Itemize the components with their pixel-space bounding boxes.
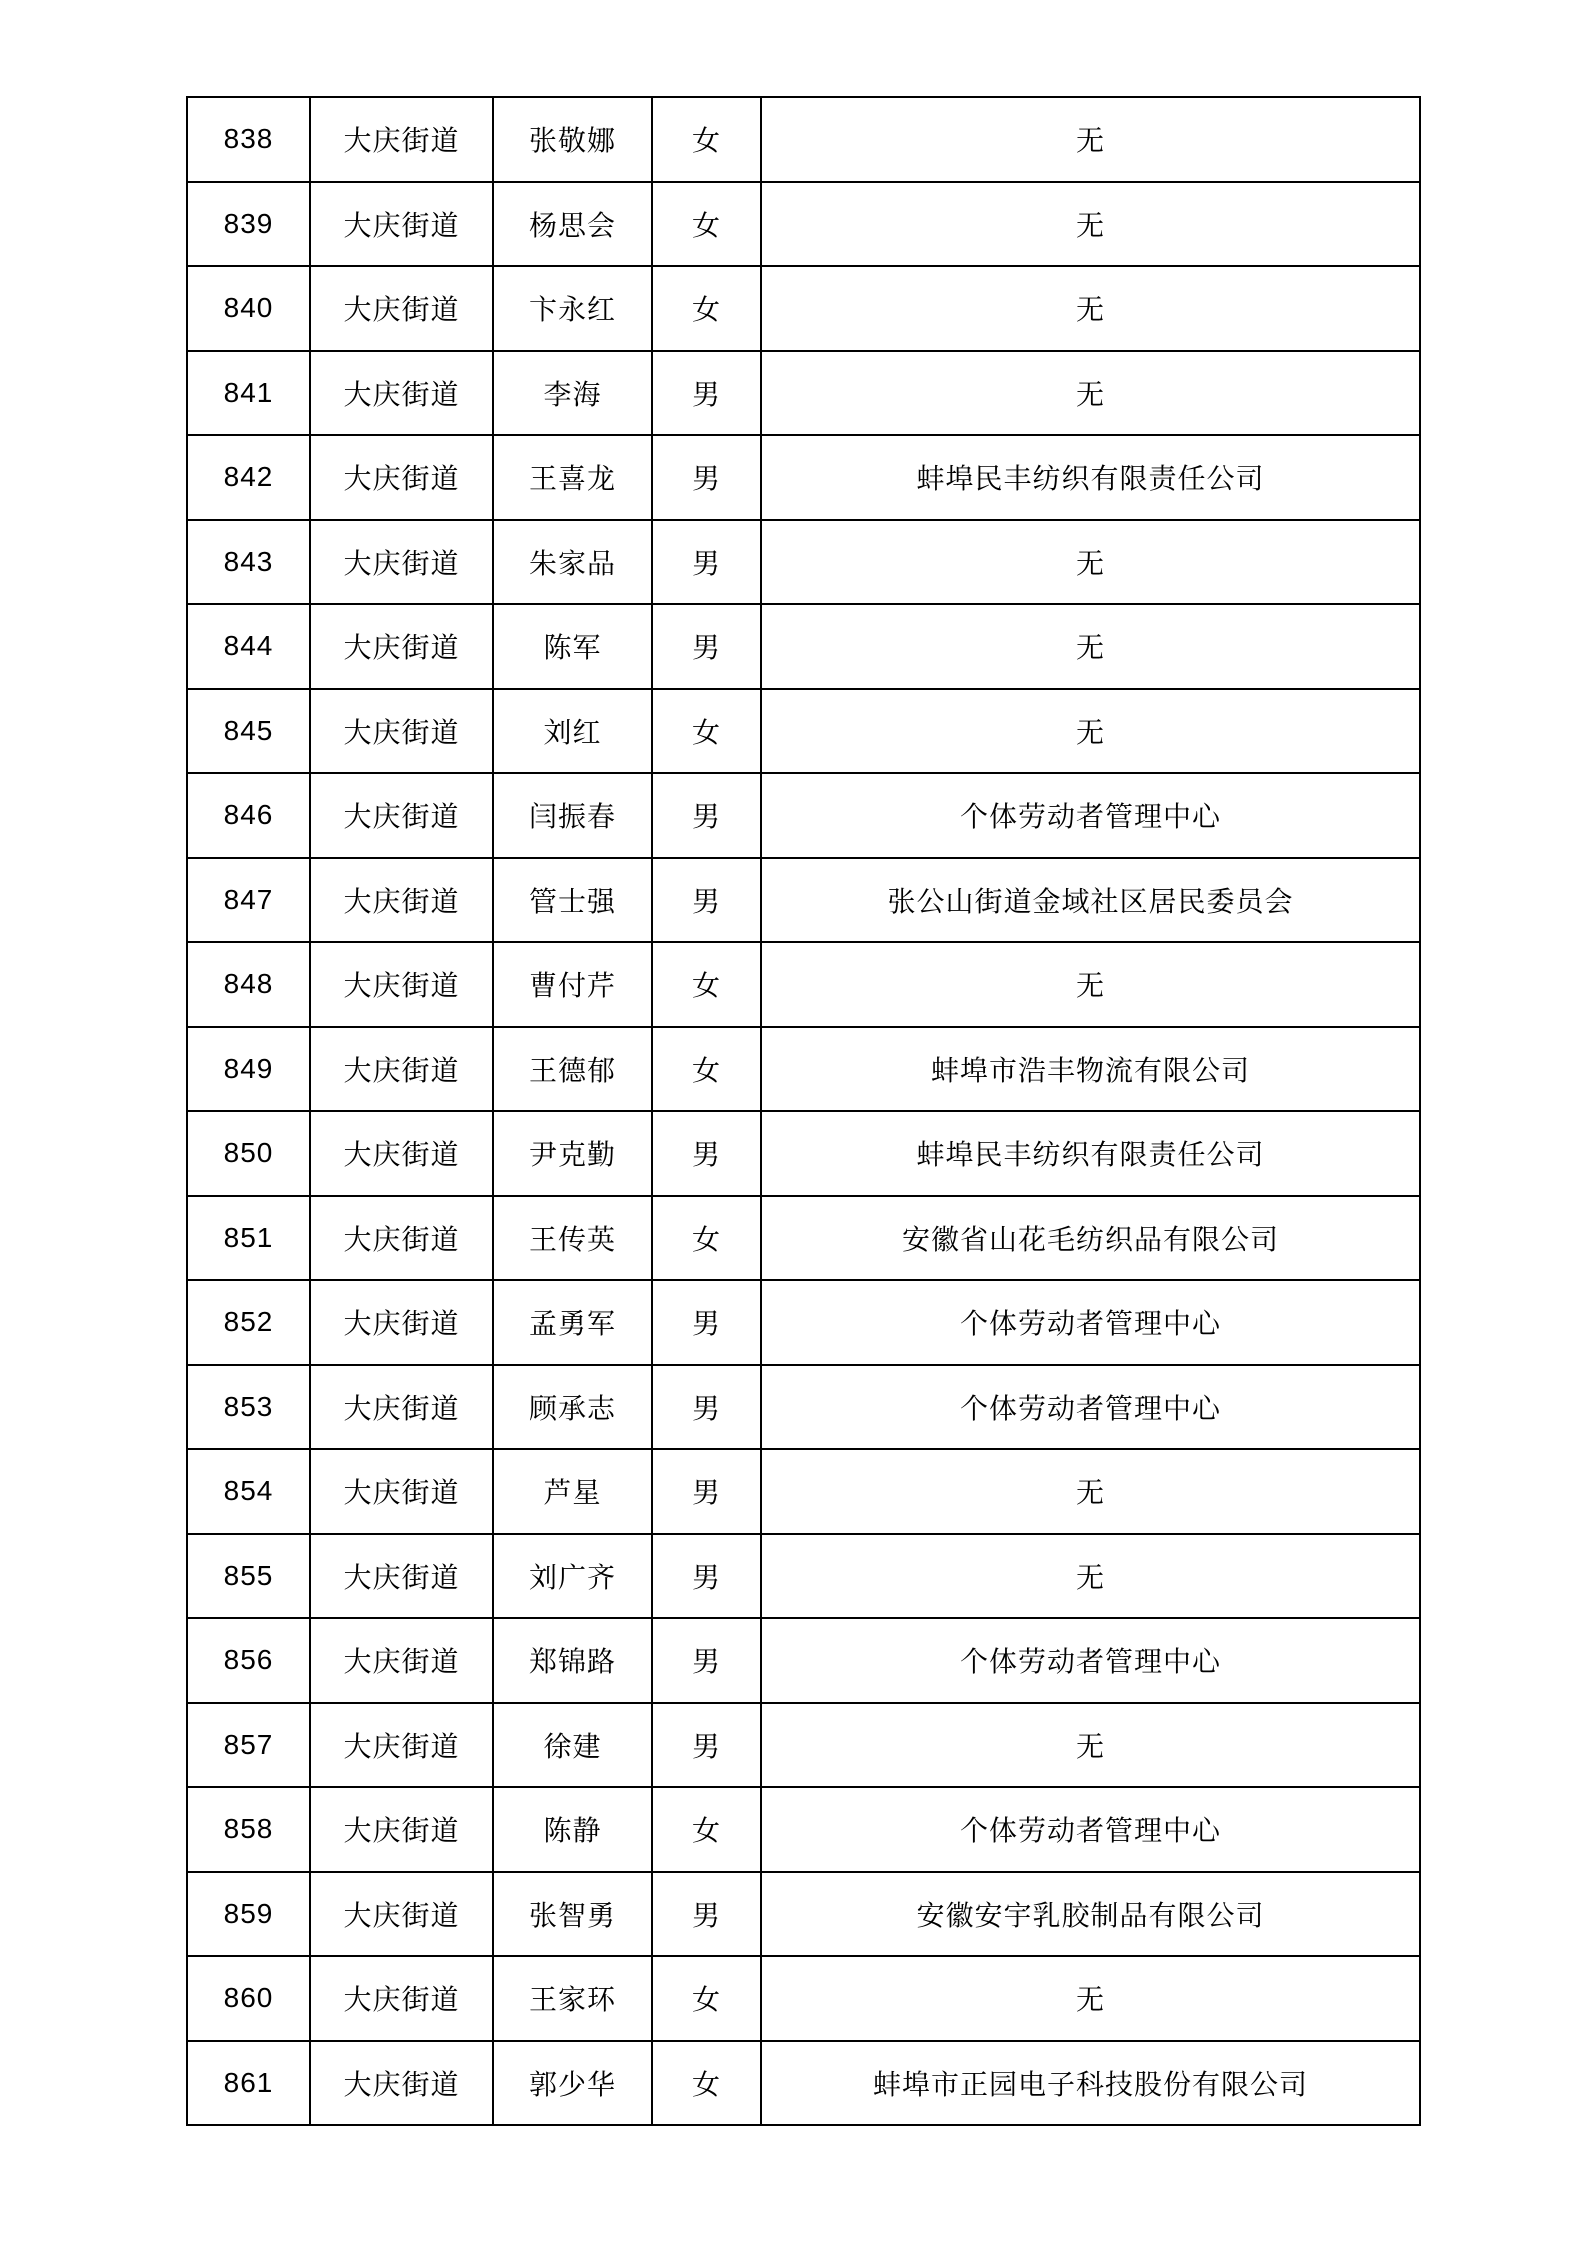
cell-employer: 蚌埠市浩丰物流有限公司 xyxy=(761,1027,1420,1112)
table-row xyxy=(187,773,1420,858)
cell-row-number: 841 xyxy=(187,351,310,436)
cell-gender: 男 xyxy=(652,1280,761,1365)
cell-gender: 女 xyxy=(652,266,761,351)
cell-gender: 男 xyxy=(652,520,761,605)
cell-row-number: 860 xyxy=(187,1956,310,2041)
cell-person-name: 闫振春 xyxy=(493,773,652,858)
cell-street: 大庆街道 xyxy=(310,351,493,436)
cell-gender: 女 xyxy=(652,1956,761,2041)
table-row xyxy=(187,942,1420,1027)
cell-employer: 蚌埠民丰纺织有限责任公司 xyxy=(761,435,1420,520)
cell-employer: 张公山街道金域社区居民委员会 xyxy=(761,858,1420,943)
cell-row-number: 838 xyxy=(187,97,310,182)
cell-person-name: 王德郁 xyxy=(493,1027,652,1112)
table-row xyxy=(187,1956,1420,2041)
table-row xyxy=(187,689,1420,774)
cell-employer: 无 xyxy=(761,97,1420,182)
cell-row-number: 861 xyxy=(187,2041,310,2126)
table-row xyxy=(187,1449,1420,1534)
cell-employer: 个体劳动者管理中心 xyxy=(761,1618,1420,1703)
cell-street: 大庆街道 xyxy=(310,2041,493,2126)
cell-row-number: 843 xyxy=(187,520,310,605)
cell-row-number: 839 xyxy=(187,182,310,267)
cell-gender: 男 xyxy=(652,1872,761,1957)
table-row xyxy=(187,1787,1420,1872)
cell-gender: 女 xyxy=(652,942,761,1027)
cell-person-name: 王喜龙 xyxy=(493,435,652,520)
table-row xyxy=(187,1703,1420,1788)
table-row xyxy=(187,1534,1420,1619)
cell-row-number: 849 xyxy=(187,1027,310,1112)
cell-row-number: 850 xyxy=(187,1111,310,1196)
cell-row-number: 858 xyxy=(187,1787,310,1872)
cell-street: 大庆街道 xyxy=(310,1365,493,1450)
cell-employer: 无 xyxy=(761,351,1420,436)
cell-row-number: 857 xyxy=(187,1703,310,1788)
cell-street: 大庆街道 xyxy=(310,1280,493,1365)
cell-street: 大庆街道 xyxy=(310,604,493,689)
table-row xyxy=(187,1618,1420,1703)
cell-person-name: 杨思会 xyxy=(493,182,652,267)
cell-street: 大庆街道 xyxy=(310,1872,493,1957)
cell-person-name: 陈静 xyxy=(493,1787,652,1872)
table-row xyxy=(187,604,1420,689)
cell-row-number: 852 xyxy=(187,1280,310,1365)
cell-gender: 女 xyxy=(652,1196,761,1281)
cell-employer: 个体劳动者管理中心 xyxy=(761,1787,1420,1872)
cell-gender: 男 xyxy=(652,1618,761,1703)
cell-street: 大庆街道 xyxy=(310,858,493,943)
table-row xyxy=(187,97,1420,182)
cell-row-number: 853 xyxy=(187,1365,310,1450)
cell-gender: 男 xyxy=(652,435,761,520)
cell-gender: 男 xyxy=(652,1365,761,1450)
cell-gender: 女 xyxy=(652,182,761,267)
cell-person-name: 孟勇军 xyxy=(493,1280,652,1365)
cell-gender: 男 xyxy=(652,1703,761,1788)
cell-row-number: 859 xyxy=(187,1872,310,1957)
cell-street: 大庆街道 xyxy=(310,773,493,858)
cell-row-number: 848 xyxy=(187,942,310,1027)
cell-street: 大庆街道 xyxy=(310,1703,493,1788)
cell-person-name: 卞永红 xyxy=(493,266,652,351)
cell-employer: 个体劳动者管理中心 xyxy=(761,773,1420,858)
cell-employer: 蚌埠市正园电子科技股份有限公司 xyxy=(761,2041,1420,2126)
cell-row-number: 855 xyxy=(187,1534,310,1619)
cell-row-number: 851 xyxy=(187,1196,310,1281)
table-row xyxy=(187,1196,1420,1281)
roster-table xyxy=(186,96,1421,2126)
cell-row-number: 840 xyxy=(187,266,310,351)
table-row xyxy=(187,1365,1420,1450)
cell-gender: 女 xyxy=(652,2041,761,2126)
cell-employer: 无 xyxy=(761,182,1420,267)
cell-gender: 男 xyxy=(652,858,761,943)
cell-gender: 女 xyxy=(652,689,761,774)
cell-street: 大庆街道 xyxy=(310,266,493,351)
table-row xyxy=(187,1027,1420,1112)
cell-person-name: 芦星 xyxy=(493,1449,652,1534)
cell-employer: 个体劳动者管理中心 xyxy=(761,1365,1420,1450)
cell-gender: 男 xyxy=(652,1534,761,1619)
cell-person-name: 郭少华 xyxy=(493,2041,652,2126)
table-row xyxy=(187,1111,1420,1196)
cell-employer: 安徽省山花毛纺织品有限公司 xyxy=(761,1196,1420,1281)
cell-street: 大庆街道 xyxy=(310,435,493,520)
cell-gender: 女 xyxy=(652,97,761,182)
cell-employer: 无 xyxy=(761,1703,1420,1788)
cell-employer: 无 xyxy=(761,520,1420,605)
cell-person-name: 陈军 xyxy=(493,604,652,689)
cell-gender: 女 xyxy=(652,1787,761,1872)
cell-street: 大庆街道 xyxy=(310,1196,493,1281)
table-row xyxy=(187,1872,1420,1957)
cell-person-name: 郑锦路 xyxy=(493,1618,652,1703)
cell-row-number: 844 xyxy=(187,604,310,689)
cell-row-number: 847 xyxy=(187,858,310,943)
cell-street: 大庆街道 xyxy=(310,942,493,1027)
table-row xyxy=(187,520,1420,605)
cell-person-name: 王家环 xyxy=(493,1956,652,2041)
cell-person-name: 张智勇 xyxy=(493,1872,652,1957)
cell-street: 大庆街道 xyxy=(310,1618,493,1703)
cell-gender: 男 xyxy=(652,351,761,436)
table-row xyxy=(187,266,1420,351)
table-row xyxy=(187,351,1420,436)
cell-street: 大庆街道 xyxy=(310,1111,493,1196)
cell-street: 大庆街道 xyxy=(310,1449,493,1534)
cell-person-name: 王传英 xyxy=(493,1196,652,1281)
table-row xyxy=(187,435,1420,520)
cell-employer: 无 xyxy=(761,689,1420,774)
cell-row-number: 846 xyxy=(187,773,310,858)
cell-employer: 无 xyxy=(761,604,1420,689)
cell-person-name: 张敬娜 xyxy=(493,97,652,182)
table-row xyxy=(187,1280,1420,1365)
cell-street: 大庆街道 xyxy=(310,1787,493,1872)
cell-street: 大庆街道 xyxy=(310,182,493,267)
cell-person-name: 曹付芹 xyxy=(493,942,652,1027)
cell-street: 大庆街道 xyxy=(310,1534,493,1619)
cell-gender: 男 xyxy=(652,1449,761,1534)
cell-employer: 无 xyxy=(761,942,1420,1027)
cell-employer: 无 xyxy=(761,1449,1420,1534)
cell-person-name: 刘红 xyxy=(493,689,652,774)
cell-employer: 安徽安宇乳胶制品有限公司 xyxy=(761,1872,1420,1957)
cell-employer: 个体劳动者管理中心 xyxy=(761,1280,1420,1365)
cell-gender: 男 xyxy=(652,604,761,689)
cell-gender: 女 xyxy=(652,1027,761,1112)
cell-row-number: 854 xyxy=(187,1449,310,1534)
cell-person-name: 徐建 xyxy=(493,1703,652,1788)
cell-street: 大庆街道 xyxy=(310,689,493,774)
cell-gender: 男 xyxy=(652,773,761,858)
cell-row-number: 842 xyxy=(187,435,310,520)
cell-row-number: 845 xyxy=(187,689,310,774)
cell-gender: 男 xyxy=(652,1111,761,1196)
cell-person-name: 刘广齐 xyxy=(493,1534,652,1619)
roster-body xyxy=(187,97,1420,2125)
cell-person-name: 朱家品 xyxy=(493,520,652,605)
cell-row-number: 856 xyxy=(187,1618,310,1703)
cell-employer: 无 xyxy=(761,266,1420,351)
table-row xyxy=(187,182,1420,267)
cell-employer: 无 xyxy=(761,1956,1420,2041)
cell-person-name: 李海 xyxy=(493,351,652,436)
table-row xyxy=(187,2041,1420,2126)
cell-person-name: 顾承志 xyxy=(493,1365,652,1450)
cell-street: 大庆街道 xyxy=(310,520,493,605)
cell-street: 大庆街道 xyxy=(310,97,493,182)
cell-street: 大庆街道 xyxy=(310,1027,493,1112)
table-row xyxy=(187,858,1420,943)
cell-person-name: 尹克勤 xyxy=(493,1111,652,1196)
cell-person-name: 管士强 xyxy=(493,858,652,943)
cell-employer: 蚌埠民丰纺织有限责任公司 xyxy=(761,1111,1420,1196)
cell-street: 大庆街道 xyxy=(310,1956,493,2041)
cell-employer: 无 xyxy=(761,1534,1420,1619)
